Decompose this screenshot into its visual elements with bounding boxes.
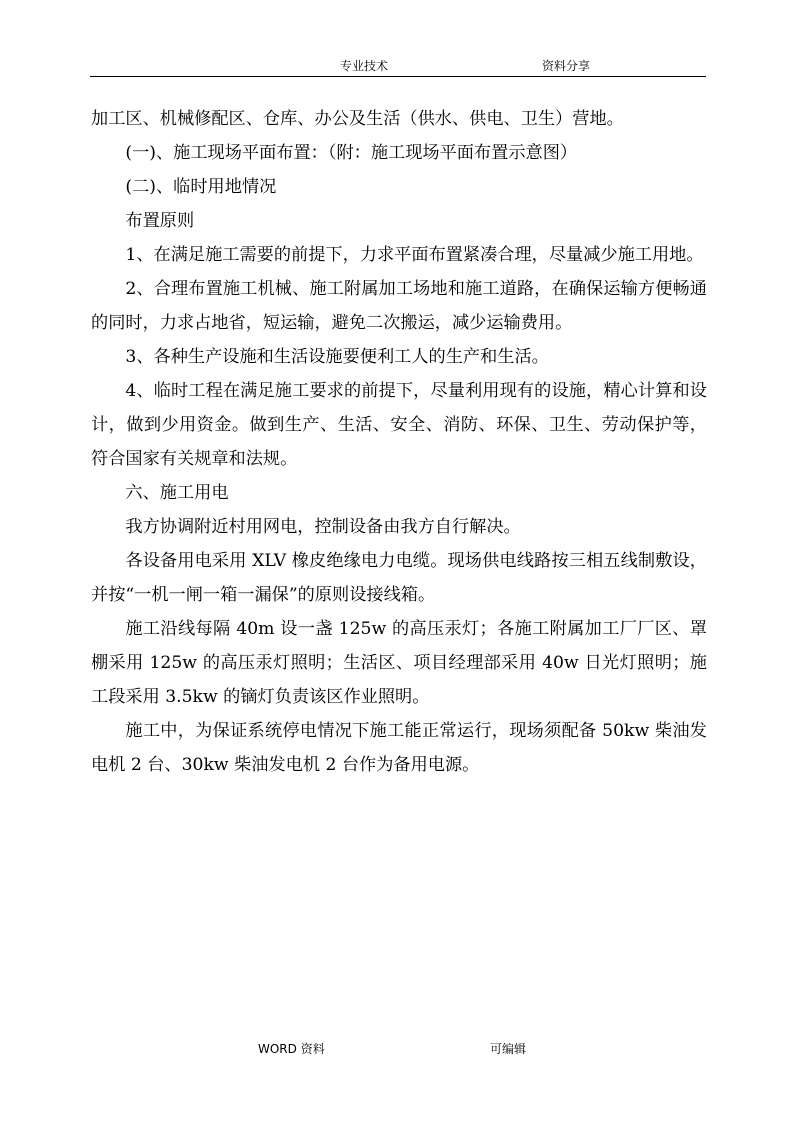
paragraph-continuation: 加工区、机械修配区、仓库、办公及生活（供水、供电、卫生）营地。 bbox=[91, 109, 624, 129]
power-paragraph-1: 我方协调附近村用网电，控制设备由我方自行解决。 bbox=[125, 517, 521, 537]
section-heading-power: 六、施工用电 bbox=[125, 483, 229, 503]
header-left-text: 专业技术 bbox=[340, 59, 389, 73]
footer-left-text: WORD 资料 bbox=[258, 1042, 325, 1056]
subheading-layout-principles: 布置原则 bbox=[125, 211, 195, 231]
section-heading-temporary-land: (二)、临时用地情况 bbox=[125, 177, 277, 197]
principle-2: 2、合理布置施工机械、施工附属加工场地和施工道路，在确保运输方便畅通的同时，力求占地省，短运输，避免二次搬运，减少运输费用。 bbox=[91, 279, 707, 333]
page-header bbox=[90, 56, 706, 77]
power-paragraph-3: 施工沿线每隔 40m 设一盏 125w 的高压汞灯；各施工附属加工厂厂区、罩棚采用 125w 的高压汞灯照明；生活区、项目经理部采用 40w 日光灯照明；施工段采用 3.5kw 的镝灯负责该区作业照明。 bbox=[91, 619, 707, 707]
principle-3: 3、各种生产设施和生活设施要便利工人的生产和生活。 bbox=[125, 347, 549, 367]
document-body bbox=[91, 102, 707, 782]
header-right-text: 资料分享 bbox=[542, 59, 591, 73]
principle-1: 1、在满足施工需要的前提下，力求平面布置紧凑合理，尽量减少施工用地。 bbox=[125, 245, 704, 265]
power-paragraph-2: 各设备用电采用 XLV 橡皮绝缘电力电缆。现场供电线路按三相五线制敷设，并按“一机一闸一箱一漏保”的原则设接线箱。 bbox=[91, 551, 707, 605]
page-footer bbox=[0, 1040, 794, 1060]
footer-right-text: 可编辑 bbox=[490, 1042, 527, 1056]
power-paragraph-4: 施工中，为保证系统停电情况下施工能正常运行，现场须配备 50kw 柴油发电机 2 台、30kw 柴油发电机 2 台作为备用电源。 bbox=[91, 721, 707, 775]
principle-4: 4、临时工程在满足施工要求的前提下，尽量利用现有的设施，精心计算和设计，做到少用资金。做到生产、生活、安全、消防、环保、卫生、劳动保护等，符合国家有关规章和法规。 bbox=[91, 381, 707, 469]
section-heading-site-layout: (一)、施工现场平面布置：（附：施工现场平面布置示意图） bbox=[125, 143, 578, 163]
